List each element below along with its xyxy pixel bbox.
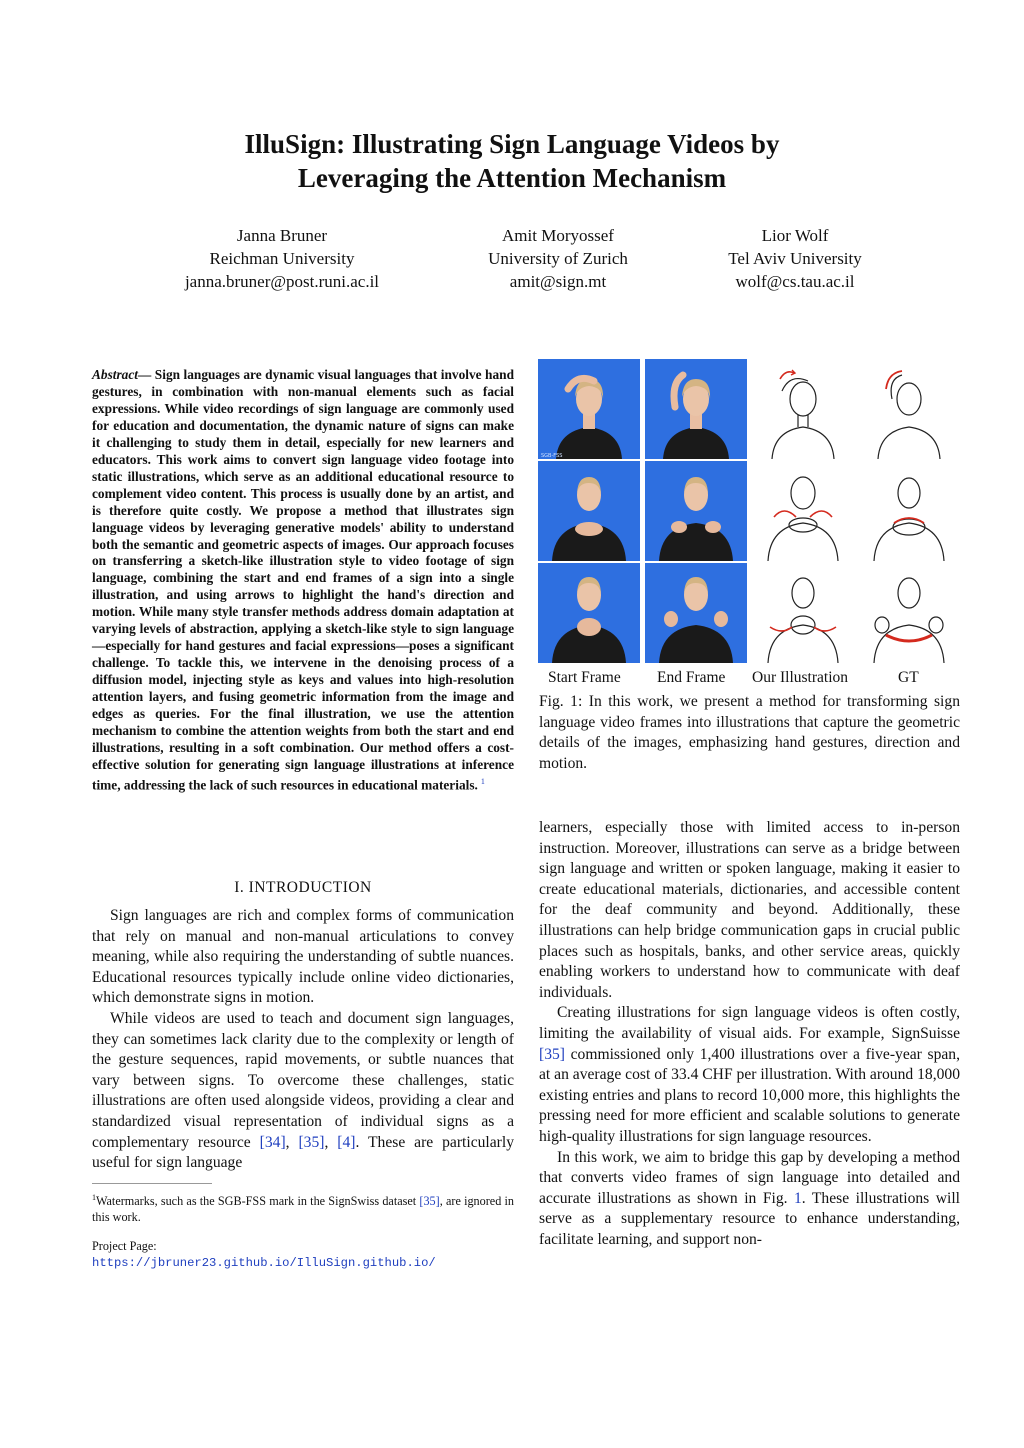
citation-link[interactable]: [35] [539,1045,565,1063]
author-email: janna.bruner@post.runi.ac.il [184,272,380,291]
watermark: SGB-FSS [541,453,563,459]
author-name: Lior Wolf [761,226,829,245]
author-email: amit@sign.mt [509,272,607,291]
start-frame-photo [538,359,640,459]
right-paragraph-3-end: . These illustrations will serve as a supplementary resource to enhance understanding, facilitate learning, and support non- [539,1189,960,1248]
author-block-1 [132,224,432,293]
intro-left-column [92,906,514,1174]
figure-label-gt: GT [898,669,919,686]
abstract-footnote-link[interactable]: 1 [480,776,485,786]
project-url-link[interactable]: https://jbruner23.github.io/IlluSign.github.io/ [92,1256,436,1270]
our-illustration [752,359,854,459]
citation-link[interactable]: [4] [337,1133,356,1151]
end-frame-photo [645,563,747,663]
start-frame-photo [538,563,640,663]
signer-photo-icon [645,461,747,561]
title-line-2: Leveraging the Attention Mechanism [297,163,727,193]
right-paragraph-1: learners, especially those with limited access to in-person instruction. Moreover, illustrations can serve as a bridge between sign language and written or spoken language, making it easier to create educational materials, dictionaries, and accessible content for the deaf community and beyond. Additionally, these illustrations can help bridge communication gaps in crucial public places such as hospitals, banks, and other service areas, quickly enabling workers to understand how to communicate with deaf individuals. [539,819,960,1001]
sketch-illustration-icon [752,359,854,459]
section-heading-introduction: I. INTRODUCTION [234,879,372,896]
project-label: Project Page: [92,1239,157,1253]
project-page [92,1238,532,1272]
figure-label-our-illustration: Our Illustration [752,669,848,686]
figure-reference-link[interactable]: 1 [794,1189,802,1207]
citation-link[interactable]: [35] [298,1133,325,1151]
signer-photo-icon [538,563,640,663]
gt-illustration [858,563,960,663]
footnote [92,1190,514,1225]
author-email: wolf@cs.tau.ac.il [735,272,855,291]
end-frame-photo [645,461,747,561]
sketch-illustration-icon [752,461,854,561]
footnote-text: Watermarks, such as the SGB-FSS mark in the SignSwiss dataset [96,1194,420,1209]
gt-illustration [858,359,960,459]
figure-label-start-frame: Start Frame [548,669,621,686]
signer-photo-icon [645,359,747,459]
sketch-illustration-icon [858,461,960,561]
citation-link[interactable]: [34] [259,1133,286,1151]
figure-caption: Fig. 1: In this work, we present a method for transforming sign language video frames into illustrations that capture the geometric details of the images, emphasizing hand gestures, direction and motion. [539,693,960,772]
right-paragraph-2 [539,1003,960,1147]
abstract [92,367,514,794]
paper-title [0,127,1024,195]
figure-label-end-frame: End Frame [657,669,726,686]
intro-paragraph-1: Sign languages are rich and complex forms of communication that rely on manual and non-manual articulations to convey meaning, while also requiring the understanding of subtle nuances. Educational resources typically include online video dictionaries, which demonstrate signs in motion. [92,907,514,1007]
signer-photo-icon [538,461,640,561]
intro-paragraph-2-end: . These are particularly useful for sign language [92,1133,514,1172]
footnote-rule [92,1183,212,1184]
citation-link[interactable]: [35] [419,1194,440,1209]
right-paragraph-2-end: commissioned only 1,400 illustrations over a five-year span, at an average cost of 33.4 CHF per illustration. With around 18,000 existing entries and plans to record 10,000 more, this highlights the pressing need for more efficient and scalable solutions to generate high-quality illustrations for sign language resources. [539,1045,960,1145]
start-frame-photo [538,461,640,561]
author-affiliation: University of Zurich [488,249,628,268]
right-paragraph-3-text: In this work, we aim to bridge this gap by developing a method that converts video frames of sign language into detailed and accurate illustrations as shown in Fig. [539,1148,960,1207]
author-affiliation: Tel Aviv University [728,249,862,268]
abstract-text: Sign languages are dynamic visual languages that involve hand gestures, in combination with non-manual elements such as facial expressions. While video recordings of sign language are commonly used for education and documentation, the dynamic nature of signs can make it challenging to study them in detail, especially for new learners and educators. This work aims to convert sign language video footage into static illustrations, which serve as an additional educational resource to complement video content. This process is usually done by an artist, and is therefore quite costly. We propose a method that illustrates sign language videos by leveraging generative models' ability to understand both the semantic and geometric aspects of images. Our approach focuses on transferring a sketch-like illustration style to video footage of sign language, combining the start and end frames of a sign into a single illustration, and using arrows to highlight the hand's direction and motion. While many style transfer methods address domain adaptation at varying levels of abstraction, applying a sketch-like style to sign language—especially for hand gestures and facial expressions—poses a significant challenge. To tackle this, we intervene in the denoising process of a diffusion model, injecting style as keys and values into high-resolution attention layers, and fusing geometric information from the image and edges as queries. For the final illustration, we use the attention mechanism to combine the attention weights from both the start and end illustrations, resulting in a soft combination. Our method offers a cost-effective solution for generating sign language illustrations at inference time, addressing the lack of such resources in educational materials. [92,367,514,793]
right-paragraph-2-text: Creating illustrations for sign language videos is often costly, limiting the availability of visual aids. For example, SignSuisse [539,1004,960,1042]
signer-photo-icon [538,359,640,459]
sketch-illustration-icon [752,563,854,663]
our-illustration [752,563,854,663]
author-name: Janna Bruner [236,226,328,245]
intro-right-column [539,818,960,1250]
author-name: Amit Moryossef [502,226,614,245]
author-block-3 [645,224,945,293]
author-affiliation: Reichman University [209,249,355,268]
right-paragraph-3 [539,1148,960,1251]
end-frame-photo [645,359,747,459]
signer-photo-icon [645,563,747,663]
intro-paragraph-2-text: While videos are used to teach and document sign languages, they can sometimes lack clarity due to the complexity or length of the gesture sequences, rapid movements, or subtle nuances that vary between signs. To overcome these challenges, static illustrations are often used alongside videos, providing a clear and standardized visual representation of individual signs as a complementary resource [92,1009,514,1151]
sketch-illustration-icon [858,359,960,459]
footnote-text-end: , are ignored in this work. [92,1194,515,1225]
intro-paragraph-2: While videos are used to teach and document sign languages, they can sometimes lack clarity due to the complexity or length of the gesture sequences, rapid movements, or subtle nuances that vary between signs. To overcome these challenges, static illustrations are often used alongside videos, providing a clear and standardized visual representation of individual signs as a complementary resource [34], [35], [4]. These are particularly useful for sign language [92,1009,514,1172]
gt-illustration [858,461,960,561]
abstract-label: Abstract— [92,367,152,382]
sketch-illustration-icon [858,563,960,663]
our-illustration [752,461,854,561]
footnote-mark: 1 [92,1193,96,1202]
figure-1 [538,359,960,662]
title-line-1: IlluSign: Illustrating Sign Language Videos by [244,129,780,159]
